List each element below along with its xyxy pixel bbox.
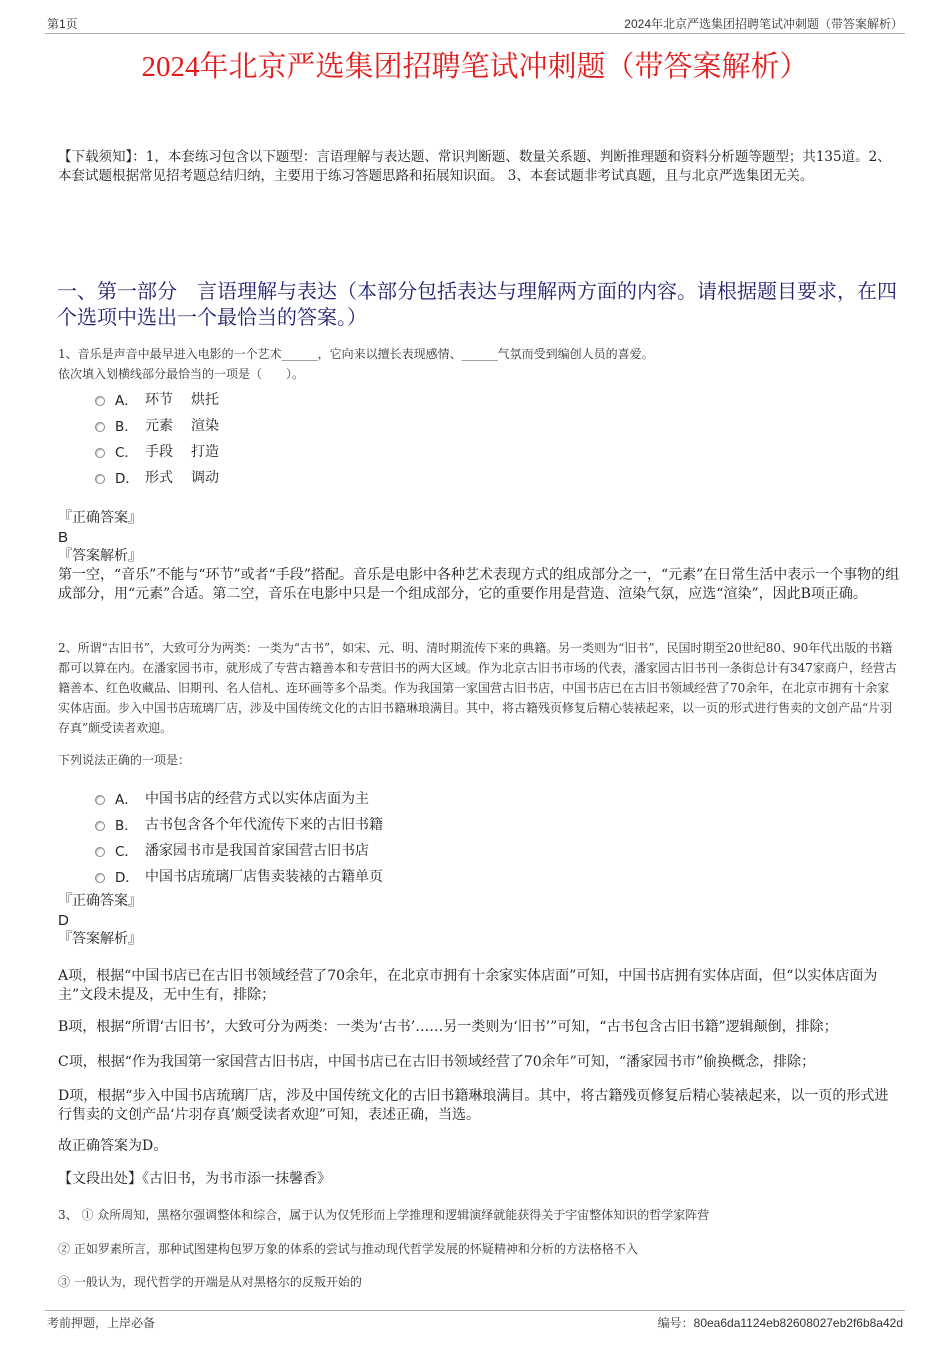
q3-statement-3: ③ 一般认为，现代哲学的开端是从对黑格尔的反叛开始的 xyxy=(58,1275,362,1289)
section-heading: 一、第一部分 言语理解与表达（本部分包括表达与理解两方面的内容。请根据题目要求，在四个选项中选出一个最恰当的答案。） xyxy=(57,279,897,329)
document-title: 2024年北京严选集团招聘笔试冲刺题（带答案解析） xyxy=(141,51,809,83)
q2-analysis-a: A项，根据“中国书店已在古旧书领域经营了70余年，在北京市拥有十余家实体店面”可知，中国书店拥有实体店面，但“以实体店面为主”文段未提及，无中生有，排除； xyxy=(58,968,878,1003)
q2-analysis-c: C项，根据“作为我国第一家国营古旧书店，中国书店已在古旧书领域经营了70余年”可知，“潘家园书市”偷换概念，排除； xyxy=(58,1054,816,1070)
q1-options xyxy=(95,386,219,490)
q2-answer: D xyxy=(58,912,69,929)
q2-analysis-d: D项，根据“步入中国书店琉璃厂店，涉及中国传统文化的古旧书籍琳琅满目。其中，将古籍残页修复后精心装裱起来，以一页的形式进行售卖的文创产品‘片羽存真’颇受读者欢迎”可知，表述正确，当选。 xyxy=(58,1088,889,1123)
q1-stem: 1、音乐是声音中最早进入电影的一个艺术______，它向来以擅长表现感情、______气氛而受到编创人员的喜爱。 xyxy=(58,347,654,361)
q1-option-a[interactable]: A． 环节 烘托 xyxy=(95,386,219,412)
q2-stem: 2、所谓“古旧书”，大致可分为两类：一类为“古书”，如宋、元、明、清时期流传下来的典籍。另一类则为“旧书”，民国时期至20世纪80、90年代出版的书籍都可以算在内。在潘家园书市，就形成了专营古籍善本和专营旧书的两大区域。作为北京古旧书市场的代表，潘家园古旧书刊一条街总计有347家商户，经营古籍善本、红色收藏品、旧期刊、名人信札、连环画等多个品类。作为我国第一家国营古旧书店，中国书店已在古旧书领域经营了70余年，在北京市拥有十余家实体店面。步入中国书店琉璃厂店，涉及中国传统文化的古旧书籍琳琅满目。其中，将古籍残页修复后精心装裱起来，以一页的形式进行售卖的文创产品“片羽存真”颇受读者欢迎。 xyxy=(58,641,897,735)
page-footer xyxy=(45,1310,905,1330)
q2-analysis-label: 『答案解析』 xyxy=(58,931,142,947)
q2-options xyxy=(95,785,383,889)
radio-icon[interactable] xyxy=(95,847,105,857)
radio-icon[interactable] xyxy=(95,795,105,805)
radio-icon[interactable] xyxy=(95,396,105,406)
radio-icon[interactable] xyxy=(95,422,105,432)
header-doc-title: 2024年北京严选集团招聘笔试冲刺题（带答案解析） xyxy=(624,17,903,31)
download-notice: 【下载须知】：1，本套练习包含以下题型：言语理解与表达题、常识判断题、数量关系题、判断推理题和资料分析题等题型；共135道。2、本套试题根据常见招考题总结归纳，主要用于练习答题思路和拓展知识面。 3、本套试题非考试真题，且与北京严选集团无关。 xyxy=(58,149,891,184)
footer-slogan: 考前押题，上岸必备 xyxy=(47,1316,156,1330)
q1-prompt: 依次填入划横线部分最恰当的一项是（ ）。 xyxy=(58,367,305,381)
q1-answer-label: 『正确答案』 xyxy=(58,510,142,526)
radio-icon[interactable] xyxy=(95,448,105,458)
q3-statement-2: ② 正如罗素所言，那种试图建构包罗万象的体系的尝试与推动现代哲学发展的怀疑精神和分析的方法格格不入 xyxy=(58,1242,638,1256)
footer-serial: 编号：80ea6da1124eb82608027eb2f6b8a42d xyxy=(657,1316,903,1330)
page-header xyxy=(45,13,905,34)
radio-icon[interactable] xyxy=(95,474,105,484)
q2-option-b[interactable]: B． 古书包含各个年代流传下来的古旧书籍 xyxy=(95,811,383,837)
q2-prompt: 下列说法正确的一项是： xyxy=(58,753,191,767)
radio-icon[interactable] xyxy=(95,873,105,883)
q2-answer-label: 『正确答案』 xyxy=(58,893,142,909)
q2-source: 【文段出处】《古旧书，为书市添一抹馨香》 xyxy=(58,1171,331,1187)
radio-icon[interactable] xyxy=(95,821,105,831)
q2-option-c[interactable]: C． 潘家园书市是我国首家国营古旧书店 xyxy=(95,837,383,863)
q2-answer-block xyxy=(58,892,903,949)
q1-analysis: 第一空，“音乐”不能与“环节”或者“手段”搭配。音乐是电影中各种艺术表现方式的组成部分之一，“元素”在日常生活中表示一个事物的组成部分，用“元素”合适。第二空，音乐在电影中只是一个组成部分，它的重要作用是营造、渲染气氛，应选“渲染”，因此B项正确。 xyxy=(58,567,900,602)
q1-option-b[interactable]: B． 元素 渲染 xyxy=(95,412,219,438)
q1-answer-block xyxy=(58,509,903,604)
q1-analysis-label: 『答案解析』 xyxy=(58,548,142,564)
q2-analysis-b: B项，根据“所谓‘古旧书’，大致可分为两类：一类为‘古书’……另一类则为‘旧书’”可知，“古书包含古旧书籍”逻辑颠倒，排除； xyxy=(58,1019,838,1035)
q2-option-a[interactable]: A． 中国书店的经营方式以实体店面为主 xyxy=(95,785,383,811)
q1-option-d[interactable]: D． 形式 调动 xyxy=(95,464,219,490)
q1-answer: B xyxy=(58,529,69,546)
q2-conclusion: 故正确答案为D。 xyxy=(58,1138,168,1154)
q1-option-c[interactable]: C． 手段 打造 xyxy=(95,438,219,464)
page-number: 第1页 xyxy=(47,17,78,31)
q2-option-d[interactable]: D． 中国书店琉璃厂店售卖装裱的古籍单页 xyxy=(95,863,383,889)
q3-statement-1: 3、 ① 众所周知，黑格尔强调整体和综合，属于认为仅凭形而上学推理和逻辑演绎就能获得关于宇宙整体知识的哲学家阵营 xyxy=(58,1208,710,1222)
